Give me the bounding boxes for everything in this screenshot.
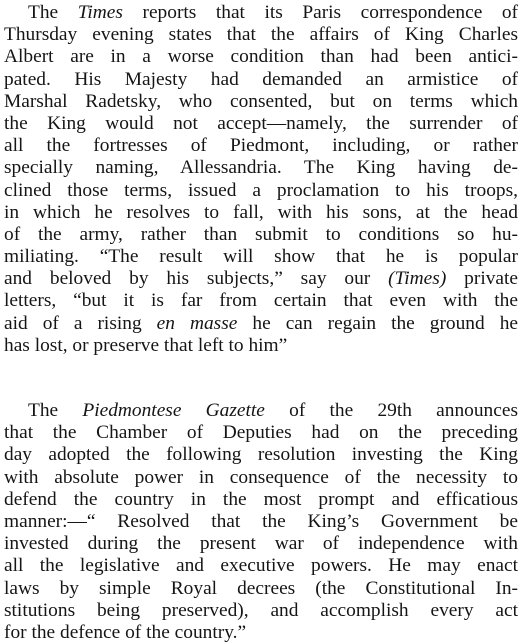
italic-text: Times bbox=[77, 2, 123, 23]
text-run: The bbox=[28, 2, 78, 23]
text-line bbox=[4, 290, 518, 312]
text-run: Albert are in a worse condition than had been antici- bbox=[4, 46, 518, 68]
text-run: The bbox=[28, 400, 83, 421]
text-run: all the legislative and executive powers. He may enact bbox=[4, 555, 518, 577]
italic-text: en masse bbox=[156, 312, 238, 334]
text-run: for the defence of the country.” bbox=[4, 621, 247, 643]
text-run: laws by simple Royal decrees (the Constitutional In- bbox=[4, 577, 518, 599]
text-line bbox=[4, 600, 518, 622]
text-line bbox=[4, 2, 518, 24]
text-line bbox=[4, 224, 518, 246]
text-line bbox=[4, 135, 518, 157]
article-paragraph-2 bbox=[4, 400, 518, 644]
text-run: that the Chamber of Deputies had on the preceding bbox=[4, 422, 518, 444]
text-run: Marshal Radetsky, who consented, but on terms which bbox=[4, 90, 518, 112]
text-line bbox=[4, 422, 518, 444]
text-run: aid of a rising bbox=[4, 312, 157, 334]
italic-text: Piedmontese Gazette bbox=[82, 400, 265, 421]
article-paragraph-1 bbox=[4, 2, 518, 357]
text-line bbox=[4, 46, 518, 68]
text-run: all the fortresses of Piedmont, including, or rather bbox=[4, 135, 518, 157]
text-run: clined those terms, issued a proclamation to his troops, bbox=[4, 179, 518, 201]
text-run: manner:—“ Resolved that the King’s Government be bbox=[4, 510, 518, 532]
text-line bbox=[4, 180, 518, 202]
text-line bbox=[4, 400, 518, 422]
text-run: private bbox=[446, 268, 519, 290]
text-run: miliating. “The result will show that he is popular bbox=[4, 246, 518, 268]
text-line bbox=[4, 555, 518, 577]
text-line bbox=[4, 467, 518, 489]
text-run: Thursday evening states that the affairs of King Charles bbox=[4, 24, 518, 46]
text-line bbox=[4, 313, 518, 335]
text-run: he can regain the ground he bbox=[237, 312, 519, 334]
text-run: letters, “but it is far from certain that even with the bbox=[4, 290, 518, 312]
text-line bbox=[4, 69, 518, 91]
text-line bbox=[4, 157, 518, 179]
text-run: defend the country in the most prompt and efficatious bbox=[4, 488, 518, 510]
text-line bbox=[4, 202, 518, 224]
text-run: with absolute power in consequence of the necessity to bbox=[4, 466, 518, 488]
text-line bbox=[4, 511, 518, 533]
text-run: the King would not accept—namely, the surrender of bbox=[4, 112, 518, 134]
text-line bbox=[4, 335, 518, 357]
text-line bbox=[4, 533, 518, 555]
text-line bbox=[4, 246, 518, 268]
text-run: reports that its Paris correspondence of bbox=[122, 2, 518, 23]
text-line bbox=[4, 268, 518, 290]
text-line bbox=[4, 113, 518, 135]
text-run: stitutions being preserved), and accomplish every act bbox=[4, 599, 518, 621]
text-run: and beloved by his subjects,” say our bbox=[4, 268, 389, 290]
text-run: of the army, rather than submit to conditions so hu- bbox=[4, 223, 518, 245]
text-line bbox=[4, 578, 518, 600]
text-line bbox=[4, 91, 518, 113]
text-run: has lost, or preserve that left to him” bbox=[4, 334, 288, 356]
italic-text: (Times) bbox=[388, 268, 447, 290]
text-run: of the 29th announces bbox=[264, 400, 518, 421]
text-run: specially naming, Allessandria. The King having de- bbox=[4, 157, 518, 179]
text-line bbox=[4, 24, 518, 46]
text-run: pated. His Majesty had demanded an armistice of bbox=[4, 68, 518, 90]
text-run: in which he resolves to fall, with his sons, at the head bbox=[4, 201, 518, 223]
text-run: day adopted the following resolution investing the King bbox=[4, 444, 518, 466]
text-line bbox=[4, 622, 518, 644]
text-run: invested during the present war of independence with bbox=[4, 533, 518, 555]
text-line bbox=[4, 444, 518, 466]
text-line bbox=[4, 489, 518, 511]
